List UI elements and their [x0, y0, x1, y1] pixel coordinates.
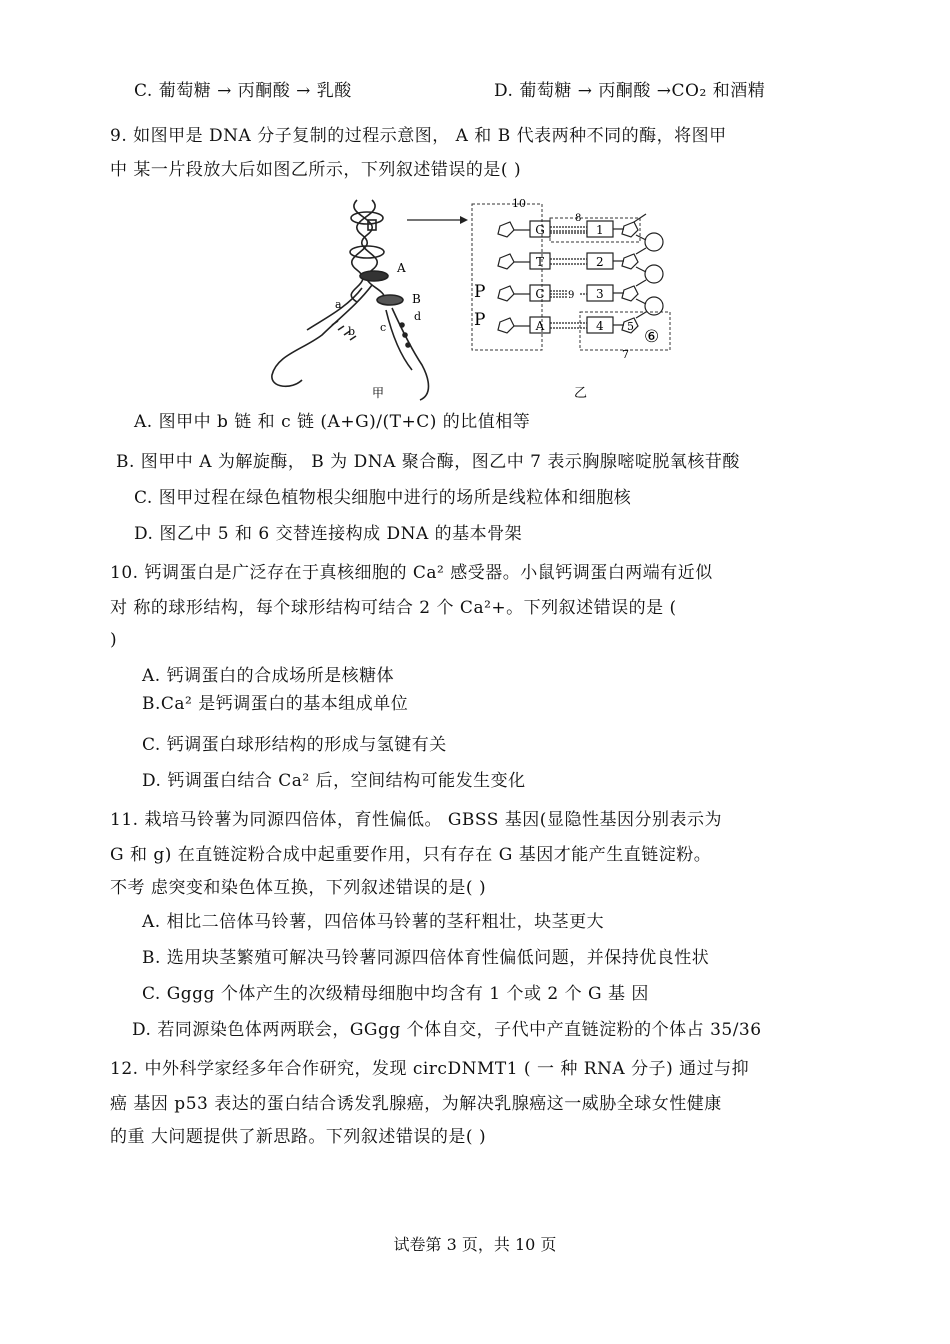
q12-stem-line3: 的重 大问题提供了新思路。下列叙述错误的是( ) [110, 1127, 487, 1147]
label-c: c [380, 321, 387, 334]
label-7: 7 [622, 348, 629, 361]
q10-stem-line3: ) [110, 630, 118, 650]
label-A: A [397, 261, 406, 275]
q12-stem-line1: 12. 中外科学家经多年合作研究，发现 circDNMT1 ( 一 种 RNA 分子) 通过与抑 [110, 1059, 750, 1079]
arrow-head-icon [460, 216, 468, 224]
label-b: b [348, 325, 356, 338]
dna-replication-figure [262, 190, 682, 405]
figure-jia [272, 200, 429, 400]
label-P1: P [474, 282, 486, 302]
num-1: 1 [596, 223, 604, 237]
label-B: B [412, 292, 421, 306]
q9-option-a: A. 图甲中 b 链 和 c 链 (A+G)/(T+C) 的比值相等 [134, 412, 531, 432]
label-6: ⑥ [644, 327, 660, 347]
q10-option-c: C. 钙调蛋白球形结构的形成与氢键有关 [142, 735, 447, 755]
q12-stem-line2: 癌 基因 p53 表达的蛋白结合诱发乳腺癌，为解决乳腺癌这一威胁全球女性健康 [110, 1094, 722, 1114]
q8-option-c: C. 葡萄糖 → 丙酮酸 → 乳酸 [134, 81, 352, 101]
q9-option-d: D. 图乙中 5 和 6 交替连接构成 DNA 的基本骨架 [134, 524, 523, 544]
q11-option-a: A. 相比二倍体马铃薯，四倍体马铃薯的茎秆粗壮，块茎更大 [142, 912, 605, 932]
base-T: T [535, 255, 545, 269]
q8-option-d: D. 葡萄糖 → 丙酮酸 →CO₂ 和酒精 [494, 81, 766, 101]
label-5: 5 [627, 320, 634, 333]
num-2: 2 [596, 255, 604, 269]
q10-option-b: B.Ca² 是钙调蛋白的基本组成单位 [142, 694, 409, 714]
q9-option-c: C. 图甲过程在绿色植物根尖细胞中进行的场所是线粒体和细胞核 [134, 488, 632, 508]
label-d: d [414, 310, 422, 323]
page-footer: 试卷第 3 页，共 10 页 [393, 1235, 557, 1254]
q10-option-d: D. 钙调蛋白结合 Ca² 后，空间结构可能发生变化 [142, 771, 526, 791]
num-4: 4 [596, 319, 604, 333]
q11-option-c: C. Gggg 个体产生的次级精母细胞中均含有 1 个或 2 个 G 基 因 [142, 984, 649, 1004]
q10-option-a: A. 钙调蛋白的合成场所是核糖体 [142, 666, 395, 686]
q11-stem-line3: 不考 虑突变和染色体互换，下列叙述错误的是( ) [110, 878, 487, 898]
q9-stem-line1: 9. 如图甲是 DNA 分子复制的过程示意图， A 和 B 代表两种不同的酶，将图甲 [110, 126, 727, 146]
label-10: 10 [512, 197, 526, 210]
q11-stem-line1: 11. 栽培马铃薯为同源四倍体，育性偏低。 GBSS 基因(显隐性基因分别表示为 [110, 810, 722, 830]
label-a: a [335, 298, 342, 311]
q9-stem-line2: 中 某一片段放大后如图乙所示，下列叙述错误的是( ) [110, 160, 522, 180]
base-G: G [535, 223, 545, 237]
label-P2: P [474, 310, 486, 330]
box-8 [550, 218, 640, 242]
q9-option-b: B. 图甲中 A 为解旋酶， B 为 DNA 聚合酶，图乙中 7 表示胸腺嘧啶脱氧核苷酸 [116, 452, 740, 472]
base-A: A [535, 319, 545, 333]
caption-yi: 乙 [574, 386, 588, 401]
caption-jia: 甲 [372, 386, 385, 400]
q11-option-d: D. 若同源染色体两两联会，GGgg 个体自交，子代中产直链淀粉的个体占 35/36 [132, 1020, 762, 1040]
q11-stem-line2: G 和 g) 在直链淀粉合成中起重要作用，只有存在 G 基因才能产生直链淀粉。 [110, 845, 712, 865]
label-9: 9 [568, 290, 575, 301]
figure-svg [262, 190, 682, 405]
q11-option-b: B. 选用块茎繁殖可解决马铃薯同源四倍体育性偏低问题，并保持优良性状 [142, 948, 710, 968]
q10-stem-line2: 对 称的球形结构，每个球形结构可结合 2 个 Ca²+。下列叙述错误的是 ( [110, 598, 677, 618]
num-3: 3 [596, 287, 604, 301]
base-C: C [535, 287, 545, 301]
q10-stem-line1: 10. 钙调蛋白是广泛存在于真核细胞的 Ca² 感受器。小鼠钙调蛋白两端有近似 [110, 563, 713, 583]
label-8: 8 [575, 213, 582, 224]
